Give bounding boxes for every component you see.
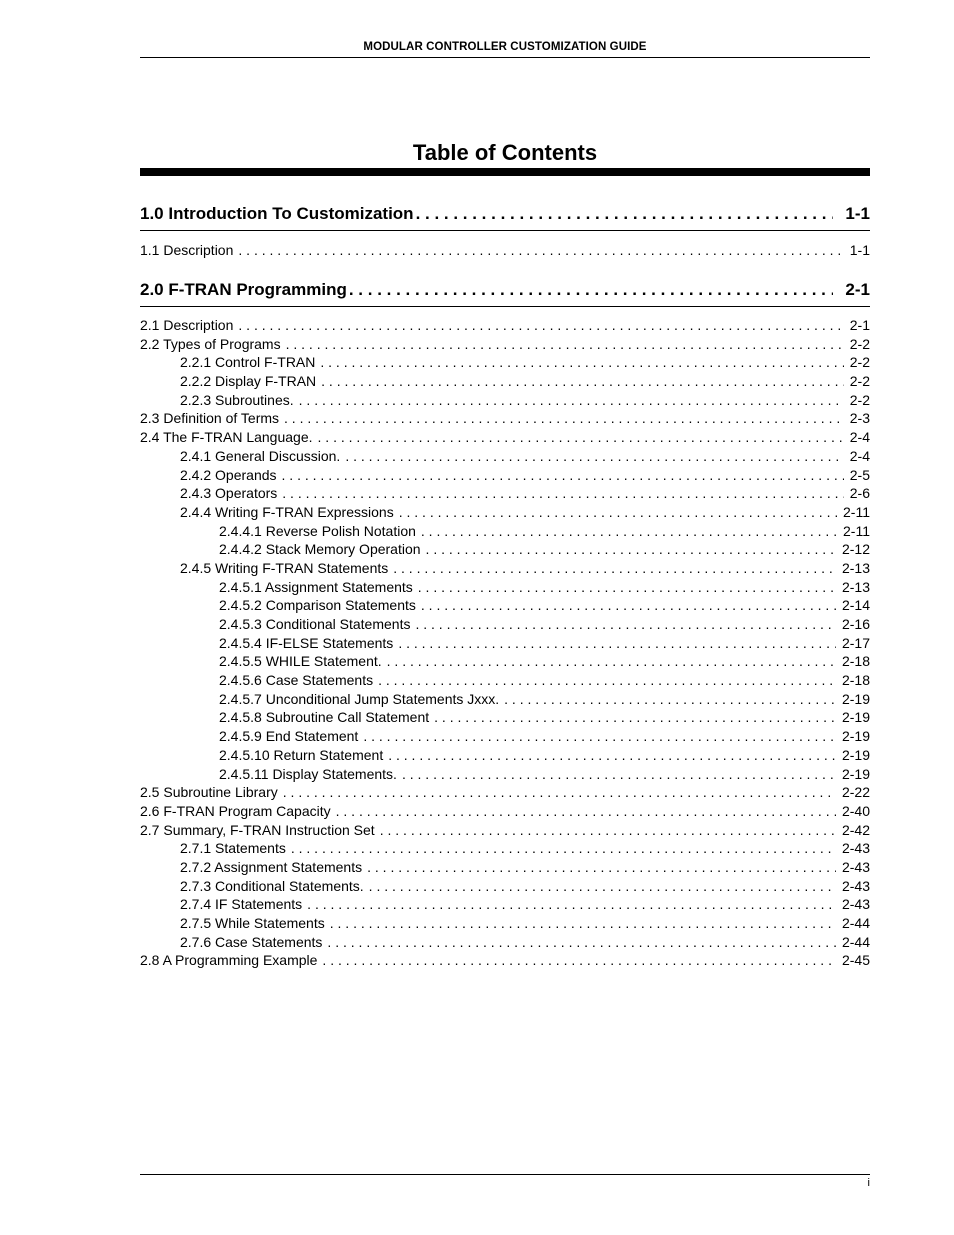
toc-entry[interactable] (140, 728, 870, 747)
toc-entry-title: 2.4.2 Operands (180, 466, 277, 483)
toc-entry-page: 2-17 (841, 634, 870, 651)
leader-dots (286, 336, 844, 352)
chapter-heading[interactable] (140, 280, 870, 307)
leader-dots (402, 766, 836, 782)
toc-entry[interactable] (140, 392, 870, 411)
toc-entry-page: 2-13 (841, 578, 870, 595)
toc-entry[interactable] (140, 859, 870, 878)
toc-entry-title: 2.7.3 Conditional Statements. (180, 877, 364, 894)
toc-entry-title: 2.4.5.10 Return Statement (219, 746, 384, 763)
document-page (140, 0, 870, 1235)
toc-entry-title: 2.4.5.7 Unconditional Jump Statements Jxxx. (219, 690, 500, 707)
toc-entry[interactable] (140, 747, 870, 766)
toc-entry-page: 2-4 (849, 447, 870, 464)
toc-entry[interactable] (140, 410, 870, 429)
title-bar (140, 168, 870, 176)
toc-entry[interactable] (140, 915, 870, 934)
toc-entry[interactable] (140, 952, 870, 971)
toc-entry-title: 2.7 Summary, F-TRAN Instruction Set (140, 821, 375, 838)
toc-entry-page: 2-2 (849, 335, 870, 352)
leader-dots (299, 392, 844, 408)
toc-entry-page: 1-1 (849, 242, 870, 258)
toc-entry-title: 2.4.4 Writing F-TRAN Expressions (180, 503, 394, 520)
toc-entry[interactable] (140, 579, 870, 598)
leader-dots (504, 691, 836, 707)
toc-entry-page: 2-12 (841, 541, 870, 558)
running-header: MODULAR CONTROLLER CUSTOMIZATION GUIDE (363, 41, 647, 53)
toc-entry-title: 2.4.1 General Discussion. (180, 447, 341, 464)
toc-entry-page: 2-43 (841, 858, 870, 875)
toc-entry-page: 2-3 (849, 410, 870, 427)
toc-entry-page: 2-19 (841, 690, 870, 707)
toc-entry-title: 2.4 The F-TRAN Language. (140, 429, 313, 446)
leader-dots (327, 934, 836, 950)
leader-dots (282, 485, 843, 501)
toc-entry[interactable] (140, 709, 870, 728)
toc-entry-page: 2-2 (849, 354, 870, 371)
toc-entry-page: 2-11 (843, 522, 870, 539)
leader-dots (321, 373, 844, 389)
leader-dots (393, 560, 836, 576)
toc-entry-title: 2.4.5.8 Subroutine Call Statement (219, 709, 430, 726)
toc-entry-page: 2-45 (841, 952, 870, 969)
leader-dots (416, 204, 834, 224)
leader-dots (291, 840, 836, 856)
toc-entry-title: 2.4.5.2 Comparison Statements (219, 597, 416, 614)
toc-entry-title: 2.4.4.1 Reverse Polish Notation (219, 522, 416, 539)
leader-dots (421, 523, 837, 539)
toc-entry[interactable] (140, 766, 870, 785)
toc-entry-title: 2.2.3 Subroutines. (180, 391, 294, 408)
toc-list (140, 317, 870, 971)
leader-dots (388, 747, 836, 763)
toc-entry-title: 2.7.6 Case Statements (180, 933, 323, 950)
leader-dots (318, 429, 844, 445)
chapter-page: 2-1 (845, 280, 870, 299)
toc-entry-title: 2.7.4 IF Statements (180, 896, 303, 913)
toc-entry-page: 2-19 (841, 765, 870, 782)
toc-entry[interactable] (140, 560, 870, 579)
toc-entry-page: 2-42 (841, 821, 870, 838)
leader-dots (387, 653, 836, 669)
leader-dots (426, 541, 836, 557)
leader-dots (284, 410, 844, 426)
toc-list (140, 242, 870, 261)
toc-entry[interactable] (140, 354, 870, 373)
toc-entry-page: 2-18 (841, 653, 870, 670)
leader-dots (345, 448, 843, 464)
toc-entry[interactable] (140, 467, 870, 486)
leader-dots (238, 317, 843, 333)
toc-entry[interactable] (140, 485, 870, 504)
toc-entry[interactable] (140, 822, 870, 841)
chapter-heading[interactable] (140, 204, 870, 231)
chapter-title: 2.0 F-TRAN Programming (140, 280, 347, 299)
toc-entry[interactable] (140, 635, 870, 654)
leader-dots (363, 728, 836, 744)
toc-entry[interactable] (140, 896, 870, 915)
toc-entry[interactable] (140, 840, 870, 859)
toc-entry-title: 2.4.3 Operators (180, 485, 278, 502)
leader-dots (336, 803, 836, 819)
toc-entry-title: 1.1 Description (140, 242, 234, 258)
toc-entry-page: 2-44 (841, 915, 870, 931)
toc-entry-title: 2.4.5.1 Assignment Statements (219, 578, 413, 595)
leader-dots (282, 467, 844, 483)
toc-entry[interactable] (140, 336, 870, 355)
toc-entry[interactable] (140, 878, 870, 897)
leader-dots (418, 579, 836, 595)
toc-entry[interactable] (140, 672, 870, 691)
toc-entry-page: 2-19 (841, 746, 870, 763)
toc-entry-title: 2.7.1 Statements (180, 840, 286, 857)
toc-entry-title: 2.4.5.5 WHILE Statement. (219, 653, 382, 670)
toc-entry-page: 2-11 (843, 503, 870, 520)
leader-dots (398, 635, 836, 651)
header-rule (140, 57, 870, 58)
leader-dots (399, 504, 837, 520)
toc-entry-page: 2-43 (841, 840, 870, 857)
toc-entry[interactable] (140, 653, 870, 672)
leader-dots (330, 915, 836, 931)
toc-entry-title: 2.7.2 Assignment Statements (180, 858, 363, 875)
leader-dots (434, 709, 836, 725)
toc-entry-title: 2.1 Description (140, 317, 234, 333)
toc-entry-page: 2-18 (841, 672, 870, 689)
toc-entry-page: 2-2 (849, 391, 870, 408)
toc-entry-page: 2-5 (849, 466, 870, 483)
toc-entry-title: 2.4.5.9 End Statement (219, 728, 359, 745)
toc-entry-title: 2.4.4.2 Stack Memory Operation (219, 541, 421, 558)
toc-entry-title: 2.2 Types of Programs (140, 335, 281, 352)
leader-dots (307, 896, 836, 912)
leader-dots (322, 952, 836, 968)
toc-entry-title: 2.6 F-TRAN Program Capacity (140, 802, 331, 819)
toc-entry-title: 2.4.5.6 Case Statements (219, 672, 374, 689)
page-number: i (867, 1177, 870, 1189)
toc-entry-page: 2-22 (841, 784, 870, 801)
toc-entry[interactable] (140, 523, 870, 542)
toc-entry-page: 2-4 (849, 429, 870, 446)
chapter-page: 1-1 (845, 204, 870, 223)
toc-entry-page: 2-2 (849, 373, 870, 390)
toc-entry-page: 2-40 (841, 802, 870, 819)
leader-dots (238, 242, 843, 258)
leader-dots (378, 672, 836, 688)
leader-dots (320, 354, 843, 370)
leader-dots (421, 597, 836, 613)
toc-entry-page: 2-43 (841, 896, 870, 913)
toc-entry-page: 2-19 (841, 709, 870, 726)
toc-entry[interactable] (140, 448, 870, 467)
toc-entry[interactable] (140, 803, 870, 822)
toc-entry-page: 2-14 (841, 597, 870, 614)
leader-dots (349, 280, 834, 300)
footer-rule (140, 1174, 870, 1175)
toc-entry[interactable] (140, 934, 870, 953)
leader-dots (380, 822, 836, 838)
leader-dots (415, 616, 836, 632)
toc-entry-title: 2.2.1 Control F-TRAN (180, 354, 316, 371)
toc-entry-title: 2.4.5.4 IF-ELSE Statements (219, 634, 394, 651)
toc-title: Table of Contents (412, 140, 598, 165)
toc-entry-title: 2.4.5.3 Conditional Statements (219, 616, 411, 632)
toc-entry-page: 2-13 (841, 559, 870, 576)
toc-entry-page: 2-16 (841, 616, 870, 632)
toc-entry-page: 2-19 (841, 728, 870, 745)
toc-entry-title: 2.5 Subroutine Library (140, 784, 278, 801)
toc-entry-title: 2.2.2 Display F-TRAN (180, 373, 317, 390)
toc-entry[interactable] (140, 242, 870, 261)
toc-entry-page: 2-44 (841, 933, 870, 950)
toc-entry[interactable] (140, 784, 870, 803)
toc-entry-title: 2.4.5.11 Display Statements. (219, 765, 397, 782)
toc-entry-page: 2-1 (849, 317, 870, 333)
toc-entry[interactable] (140, 541, 870, 560)
toc-entry[interactable] (140, 317, 870, 336)
toc-entry-title: 2.4.5 Writing F-TRAN Statements (180, 559, 389, 576)
toc-entry[interactable] (140, 616, 870, 635)
toc-entry[interactable] (140, 504, 870, 523)
toc-entry-title: 2.7.5 While Statements (180, 915, 325, 931)
toc-entry[interactable] (140, 373, 870, 392)
toc-entry-page: 2-43 (841, 877, 870, 894)
leader-dots (369, 878, 836, 894)
chapter-title: 1.0 Introduction To Customization (140, 204, 414, 223)
toc-entry[interactable] (140, 597, 870, 616)
toc-entry-title: 2.8 A Programming Example (140, 952, 318, 969)
leader-dots (367, 859, 836, 875)
toc-entry-page: 2-6 (849, 485, 870, 502)
toc-entry[interactable] (140, 691, 870, 710)
toc-entry-title: 2.3 Definition of Terms (140, 410, 280, 427)
toc-entry[interactable] (140, 429, 870, 448)
leader-dots (283, 784, 836, 800)
